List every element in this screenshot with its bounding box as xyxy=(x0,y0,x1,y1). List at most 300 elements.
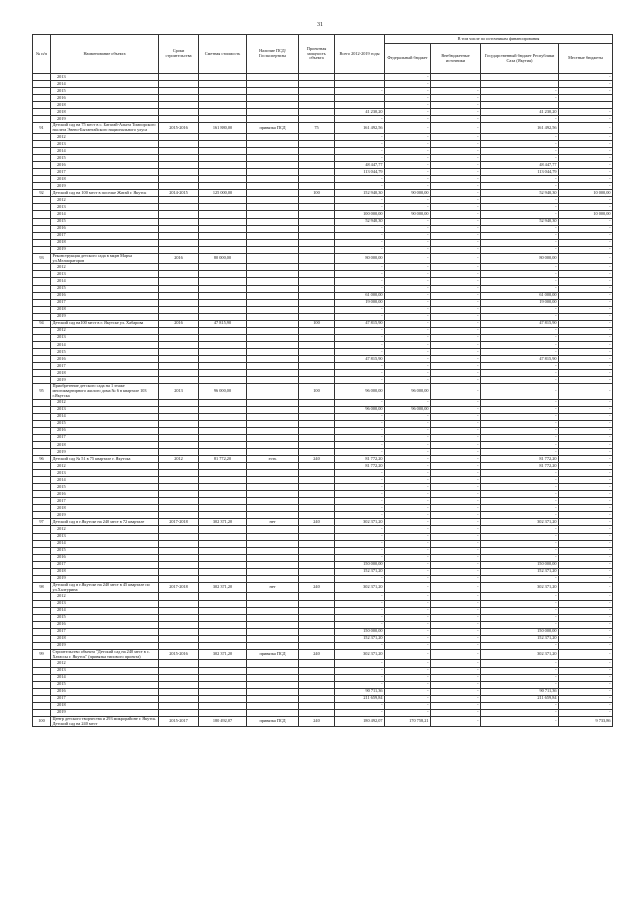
empty-cell xyxy=(247,420,299,427)
federal-value: - xyxy=(385,348,431,355)
empty-cell xyxy=(299,470,335,477)
object-name: Детский сад на100 мест в г. Якутске ул. Хабарова xyxy=(51,320,159,327)
empty-cell xyxy=(159,225,199,232)
empty-cell xyxy=(33,399,51,406)
empty-cell xyxy=(299,420,335,427)
local-value: - xyxy=(559,109,613,116)
extrabudget-value: - xyxy=(431,176,481,183)
year-row xyxy=(33,299,613,306)
total-value: 47 815,90 xyxy=(335,355,385,362)
local-value: - xyxy=(559,141,613,148)
extrabudget-value: - xyxy=(431,519,481,526)
republic-value: - xyxy=(481,512,559,519)
federal-value: - xyxy=(385,334,431,341)
empty-cell xyxy=(33,702,51,709)
year-row xyxy=(33,155,613,162)
empty-cell xyxy=(199,441,247,448)
year-row xyxy=(33,204,613,211)
federal-value: - xyxy=(385,660,431,667)
year-row xyxy=(33,441,613,448)
republic-value: 152 371,20 xyxy=(481,635,559,642)
year-row xyxy=(33,95,613,102)
empty-cell xyxy=(33,348,51,355)
estimated-cost: 161 880,00 xyxy=(199,123,247,134)
republic-value: 302 371,20 xyxy=(481,649,559,660)
total-value: - xyxy=(335,441,385,448)
extrabudget-value: - xyxy=(431,470,481,477)
empty-cell xyxy=(247,660,299,667)
empty-cell xyxy=(159,406,199,413)
empty-cell xyxy=(299,88,335,95)
empty-cell xyxy=(159,292,199,299)
year-label: 2018 xyxy=(51,239,159,246)
empty-cell xyxy=(199,285,247,292)
empty-cell xyxy=(247,370,299,377)
empty-cell xyxy=(199,427,247,434)
year-label: 2016 xyxy=(51,355,159,362)
local-value: - xyxy=(559,455,613,462)
republic-value: 211 659,84 xyxy=(481,695,559,702)
federal-value: - xyxy=(385,88,431,95)
extrabudget-value: - xyxy=(431,253,481,264)
psd-status: нет xyxy=(247,582,299,593)
year-row xyxy=(33,264,613,271)
total-value: 47 815,90 xyxy=(335,320,385,327)
empty-cell xyxy=(199,232,247,239)
extrabudget-value: - xyxy=(431,278,481,285)
extrabudget-value: - xyxy=(431,141,481,148)
year-row xyxy=(33,169,613,176)
design-capacity: 240 xyxy=(299,519,335,526)
republic-value: - xyxy=(481,448,559,455)
local-value: - xyxy=(559,635,613,642)
total-value: - xyxy=(335,264,385,271)
design-capacity xyxy=(299,253,335,264)
republic-value: 81 772,20 xyxy=(481,463,559,470)
empty-cell xyxy=(247,264,299,271)
estimated-cost: 125 000,00 xyxy=(199,190,247,197)
empty-cell xyxy=(299,133,335,140)
object-row xyxy=(33,649,613,660)
estimated-cost: 302 371,20 xyxy=(199,582,247,593)
total-value: - xyxy=(335,271,385,278)
empty-cell xyxy=(33,413,51,420)
extrabudget-value: - xyxy=(431,547,481,554)
empty-cell xyxy=(159,427,199,434)
year-label: 2013 xyxy=(51,533,159,540)
total-value: - xyxy=(335,607,385,614)
total-value: - xyxy=(335,477,385,484)
local-value: - xyxy=(559,74,613,81)
local-value xyxy=(559,95,613,102)
empty-cell xyxy=(33,334,51,341)
federal-value: - xyxy=(385,239,431,246)
empty-cell xyxy=(33,642,51,649)
local-value: - xyxy=(559,183,613,190)
year-label: 2012 xyxy=(51,660,159,667)
empty-cell xyxy=(299,278,335,285)
federal-value: - xyxy=(385,278,431,285)
empty-cell xyxy=(199,526,247,533)
empty-cell xyxy=(199,674,247,681)
total-value: 48 447,77 xyxy=(335,162,385,169)
empty-cell xyxy=(299,116,335,123)
empty-cell xyxy=(199,197,247,204)
empty-cell xyxy=(33,709,51,716)
object-name: Детский сад № 51 в 75 квартале г. Якутска xyxy=(51,455,159,462)
empty-cell xyxy=(33,688,51,695)
empty-cell xyxy=(247,197,299,204)
federal-value: - xyxy=(385,593,431,600)
year-label: 2019 xyxy=(51,512,159,519)
total-value: - xyxy=(335,674,385,681)
empty-cell xyxy=(199,116,247,123)
federal-value: - xyxy=(385,285,431,292)
local-value: - xyxy=(559,155,613,162)
empty-cell xyxy=(299,709,335,716)
empty-cell xyxy=(159,141,199,148)
empty-cell xyxy=(33,540,51,547)
extrabudget-value: - xyxy=(431,448,481,455)
year-label: 2015 xyxy=(51,285,159,292)
extrabudget-value: - xyxy=(431,225,481,232)
empty-cell xyxy=(299,621,335,628)
republic-value: - xyxy=(481,306,559,313)
federal-value: - xyxy=(385,141,431,148)
empty-cell xyxy=(247,561,299,568)
empty-cell xyxy=(159,341,199,348)
empty-cell xyxy=(299,628,335,635)
local-value: - xyxy=(559,628,613,635)
total-value: - xyxy=(335,660,385,667)
empty-cell xyxy=(33,660,51,667)
design-capacity: 240 xyxy=(299,649,335,660)
empty-cell xyxy=(199,363,247,370)
republic-value: - xyxy=(481,197,559,204)
federal-value: - xyxy=(385,95,431,102)
federal-value: - xyxy=(385,628,431,635)
empty-cell xyxy=(33,406,51,413)
federal-value: - xyxy=(385,197,431,204)
empty-cell xyxy=(299,292,335,299)
extrabudget-value: - xyxy=(431,292,481,299)
local-value: - xyxy=(559,384,613,399)
year-row xyxy=(33,484,613,491)
empty-cell xyxy=(247,204,299,211)
federal-value: - xyxy=(385,306,431,313)
extrabudget-value: - xyxy=(431,355,481,362)
local-value: - xyxy=(559,441,613,448)
empty-cell xyxy=(159,95,199,102)
table-body xyxy=(33,74,613,727)
empty-cell xyxy=(247,498,299,505)
year-label: 2012 xyxy=(51,399,159,406)
federal-value: - xyxy=(385,320,431,327)
total-value: - xyxy=(335,313,385,320)
federal-value: - xyxy=(385,547,431,554)
local-value: - xyxy=(559,607,613,614)
empty-cell xyxy=(33,148,51,155)
republic-value: - xyxy=(481,225,559,232)
psd-status: нет xyxy=(247,519,299,526)
total-value: - xyxy=(335,575,385,582)
empty-cell xyxy=(299,406,335,413)
year-row xyxy=(33,278,613,285)
estimated-cost: 81 772,20 xyxy=(199,455,247,462)
extrabudget-value: - xyxy=(431,264,481,271)
total-value: - xyxy=(335,176,385,183)
empty-cell xyxy=(299,568,335,575)
republic-value: - xyxy=(481,278,559,285)
year-label: 2019 xyxy=(51,377,159,384)
extrabudget-value: - xyxy=(431,575,481,582)
psd-status: привязка ПСД xyxy=(247,649,299,660)
republic-value: - xyxy=(481,377,559,384)
empty-cell xyxy=(299,95,335,102)
republic-value: - xyxy=(481,133,559,140)
total-value xyxy=(335,74,385,81)
empty-cell xyxy=(247,540,299,547)
empty-cell xyxy=(199,278,247,285)
republic-value: 150 000,00 xyxy=(481,561,559,568)
year-label: 2018 xyxy=(51,635,159,642)
empty-cell xyxy=(247,526,299,533)
col-header-psd: Наличие ПСД/ Госэкспертизы xyxy=(247,35,299,74)
republic-value xyxy=(481,102,559,109)
year-label: 2016 xyxy=(51,491,159,498)
local-value: - xyxy=(559,448,613,455)
empty-cell xyxy=(33,169,51,176)
local-value: - xyxy=(559,420,613,427)
year-row xyxy=(33,635,613,642)
total-value: - xyxy=(335,377,385,384)
extrabudget-value: - xyxy=(431,232,481,239)
empty-cell xyxy=(33,547,51,554)
republic-value: - xyxy=(481,95,559,102)
year-row xyxy=(33,702,613,709)
object-name: Детский сад в г.Якутске на 240 мест в 45 квартале по ул.Халтурина xyxy=(51,582,159,593)
year-label: 2016 xyxy=(51,621,159,628)
republic-value: - xyxy=(481,593,559,600)
empty-cell xyxy=(299,183,335,190)
local-value: - xyxy=(559,271,613,278)
empty-cell xyxy=(159,512,199,519)
empty-cell xyxy=(159,116,199,123)
empty-cell xyxy=(247,239,299,246)
republic-value: - xyxy=(481,204,559,211)
construction-term: 2014-2015 xyxy=(159,190,199,197)
empty-cell xyxy=(159,334,199,341)
extrabudget-value: - xyxy=(431,716,481,727)
construction-term: 2017-2018 xyxy=(159,582,199,593)
federal-value: - xyxy=(385,370,431,377)
empty-cell xyxy=(33,695,51,702)
empty-cell xyxy=(33,561,51,568)
empty-cell xyxy=(159,413,199,420)
extrabudget-value: - xyxy=(431,204,481,211)
republic-value: 41 230,20 xyxy=(481,109,559,116)
empty-cell xyxy=(299,225,335,232)
object-row xyxy=(33,123,613,134)
year-row xyxy=(33,327,613,334)
republic-value: - xyxy=(481,211,559,218)
empty-cell xyxy=(199,540,247,547)
empty-cell xyxy=(33,448,51,455)
construction-term: 2013 xyxy=(159,384,199,399)
republic-value: 19 000,00 xyxy=(481,299,559,306)
object-number: 98 xyxy=(33,582,51,593)
year-label: 2017 xyxy=(51,232,159,239)
empty-cell xyxy=(299,285,335,292)
empty-cell xyxy=(33,628,51,635)
empty-cell xyxy=(33,313,51,320)
empty-cell xyxy=(33,95,51,102)
empty-cell xyxy=(299,155,335,162)
local-value: - xyxy=(559,363,613,370)
empty-cell xyxy=(159,533,199,540)
total-value: - xyxy=(335,540,385,547)
year-label: 2014 xyxy=(51,148,159,155)
empty-cell xyxy=(33,204,51,211)
year-row xyxy=(33,355,613,362)
federal-value: - xyxy=(385,253,431,264)
total-value: - xyxy=(335,197,385,204)
empty-cell xyxy=(199,148,247,155)
republic-value: - xyxy=(481,547,559,554)
extrabudget-value: - xyxy=(431,271,481,278)
year-row xyxy=(33,109,613,116)
year-row xyxy=(33,709,613,716)
extrabudget-value: - xyxy=(431,614,481,621)
republic-value: - xyxy=(481,285,559,292)
federal-value: - xyxy=(385,133,431,140)
empty-cell xyxy=(247,702,299,709)
empty-cell xyxy=(159,540,199,547)
extrabudget-value: - xyxy=(431,568,481,575)
year-label: 2015 xyxy=(51,547,159,554)
empty-cell xyxy=(199,470,247,477)
local-value: - xyxy=(559,320,613,327)
local-value: 9 733,86 xyxy=(559,716,613,727)
empty-cell xyxy=(199,211,247,218)
total-value: 152 940,30 xyxy=(335,190,385,197)
year-row xyxy=(33,607,613,614)
empty-cell xyxy=(299,575,335,582)
empty-cell xyxy=(33,81,51,88)
empty-cell xyxy=(159,299,199,306)
empty-cell xyxy=(33,183,51,190)
total-value: 81 772,20 xyxy=(335,463,385,470)
empty-cell xyxy=(299,667,335,674)
empty-cell xyxy=(247,413,299,420)
republic-value: - xyxy=(481,491,559,498)
year-label: 2019 xyxy=(51,709,159,716)
year-row xyxy=(33,526,613,533)
federal-value: - xyxy=(385,102,431,109)
empty-cell xyxy=(33,575,51,582)
empty-cell xyxy=(247,477,299,484)
republic-value: - xyxy=(481,141,559,148)
empty-cell xyxy=(33,141,51,148)
construction-term: 2015-2016 xyxy=(159,649,199,660)
estimated-cost: 180 492,07 xyxy=(199,716,247,727)
empty-cell xyxy=(199,102,247,109)
empty-cell xyxy=(159,526,199,533)
empty-cell xyxy=(247,341,299,348)
federal-value: - xyxy=(385,568,431,575)
empty-cell xyxy=(199,667,247,674)
federal-value: - xyxy=(385,600,431,607)
empty-cell xyxy=(299,533,335,540)
empty-cell xyxy=(199,593,247,600)
republic-value: - xyxy=(481,271,559,278)
republic-value: 81 772,20 xyxy=(481,455,559,462)
republic-value: - xyxy=(481,505,559,512)
year-label: 2015 xyxy=(51,484,159,491)
year-label: 2013 xyxy=(51,271,159,278)
empty-cell xyxy=(159,232,199,239)
republic-value: - xyxy=(481,554,559,561)
local-value: - xyxy=(559,377,613,384)
extrabudget-value: - xyxy=(431,211,481,218)
republic-value: - xyxy=(481,484,559,491)
empty-cell xyxy=(299,554,335,561)
local-value: - xyxy=(559,519,613,526)
empty-cell xyxy=(199,491,247,498)
total-value: - xyxy=(335,621,385,628)
federal-value: - xyxy=(385,81,431,88)
year-label: 2013 xyxy=(51,74,159,81)
federal-value: - xyxy=(385,377,431,384)
empty-cell xyxy=(33,607,51,614)
total-value: 96 000,00 xyxy=(335,384,385,399)
federal-value: 96 000,00 xyxy=(385,384,431,399)
year-row xyxy=(33,88,613,95)
extrabudget-value: - xyxy=(431,688,481,695)
empty-cell xyxy=(247,232,299,239)
extrabudget-value: - xyxy=(431,246,481,253)
local-value: - xyxy=(559,239,613,246)
extrabudget-value: - xyxy=(431,695,481,702)
extrabudget-value: - xyxy=(431,133,481,140)
federal-value: - xyxy=(385,526,431,533)
design-capacity: 240 xyxy=(299,716,335,727)
extrabudget-value: - xyxy=(431,123,481,134)
extrabudget-value: - xyxy=(431,341,481,348)
extrabudget-value: - xyxy=(431,642,481,649)
empty-cell xyxy=(299,660,335,667)
empty-cell xyxy=(299,600,335,607)
republic-value: - xyxy=(481,526,559,533)
republic-value: - xyxy=(481,264,559,271)
local-value: - xyxy=(559,285,613,292)
year-label: 2014 xyxy=(51,211,159,218)
extrabudget-value: - xyxy=(431,441,481,448)
federal-value: - xyxy=(385,607,431,614)
empty-cell xyxy=(199,660,247,667)
year-row xyxy=(33,477,613,484)
total-value: - xyxy=(335,470,385,477)
federal-value: - xyxy=(385,463,431,470)
republic-value: - xyxy=(481,239,559,246)
local-value: - xyxy=(559,540,613,547)
republic-value: 90 711,36 xyxy=(481,688,559,695)
empty-cell xyxy=(159,264,199,271)
empty-cell xyxy=(33,355,51,362)
republic-value: - xyxy=(481,434,559,441)
local-value: - xyxy=(559,197,613,204)
federal-value: - xyxy=(385,519,431,526)
